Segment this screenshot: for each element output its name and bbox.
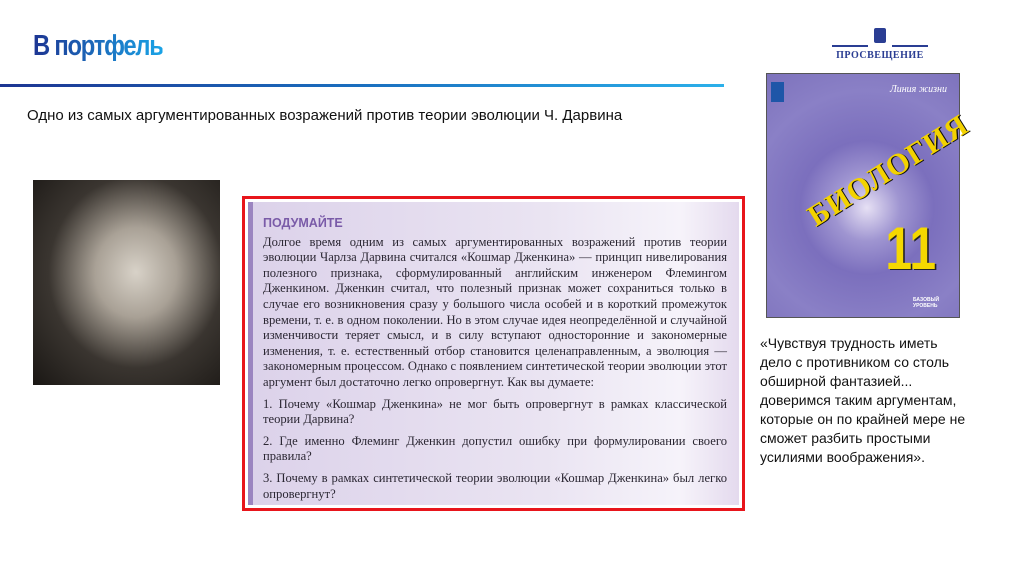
textbook-excerpt <box>242 196 745 511</box>
book-level: БАЗОВЫЙ УРОВЕНЬ <box>913 297 940 309</box>
book-title: БИОЛОГИЯ <box>801 108 975 234</box>
book-series: Линия жизни <box>889 84 947 95</box>
question-2: 2. Где именно Флеминг Дженкин допустил ошибку при формулировании своего правила? <box>263 433 727 464</box>
publisher-logo-icon <box>874 28 886 43</box>
excerpt-paragraph: Долгое время одним из самых аргументированных возражений против теории эволюции Чарлза Дарвина считался «Кошмар Дженкина» — принцип нивелирования полезного признака, сформулированный английским инженером Флемингом Дженкином. Дженкин считал, что полезный признак может сохраниться только в случае его возникновения сразу у большого числа особей и в короткий промежуток времени, т. е. в одном поколении. Но в этом случае идея неопределённой и случайной изменчивости теряет смысл, и в силу вступают односторонние и закономерные изменения, т. е. естественный отбор становится целенаправленным, а эволюция — закономерным процессом. Однако с появлением синтетической теории эволюции этот аргумент был достаточно легко опровергнут. Как вы думаете: <box>263 234 727 389</box>
slide-title: В портфель <box>33 30 163 62</box>
publisher-badge-icon <box>771 82 784 102</box>
excerpt-heading: ПОДУМАЙТЕ <box>263 216 343 230</box>
question-1: 1. Почему «Кошмар Дженкина» не мог быть опровергнут в рамках классической теории Дарвина? <box>263 396 727 427</box>
title-divider <box>0 84 724 87</box>
publisher-name: ПРОСВЕЩЕНИЕ <box>836 50 924 61</box>
book-cover <box>766 73 975 318</box>
book-grade: 11 <box>885 215 937 282</box>
publisher-logo <box>832 28 928 61</box>
darwin-portrait <box>33 180 220 385</box>
slide-subtitle: Одно из самых аргументированных возражений против теории эволюции Ч. Дарвина <box>27 107 623 124</box>
quote-text: «Чувствуя трудность иметь дело с противником со столь обширной фантазией... доверимся таким аргументам, которые он по крайней мере не сможет разбить простыми усилиями воображения». <box>760 335 966 465</box>
question-3: 3. Почему в рамках синтетической теории эволюции «Кошмар Дженкина» был легко опровергнут? <box>263 470 727 501</box>
